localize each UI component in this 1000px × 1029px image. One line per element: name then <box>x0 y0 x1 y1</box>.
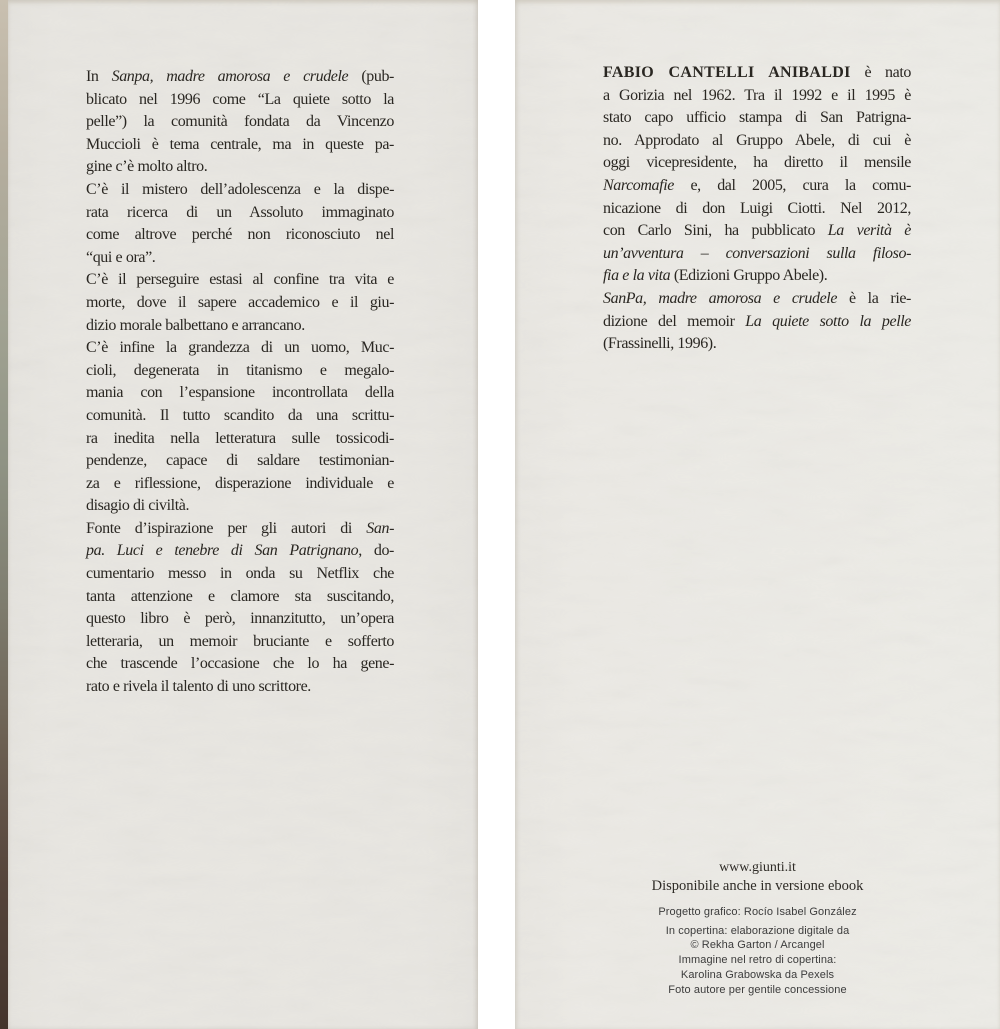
text-line <box>86 269 394 292</box>
text-segment: Narcomafie <box>603 176 674 194</box>
text-segment: C’è infine la grandezza di un uomo, Muc- <box>86 339 394 357</box>
credit-line: © Rekha Garton / Arcangel <box>690 939 825 952</box>
text-segment: che trascende l’occasione che lo ha gene- <box>86 655 394 673</box>
front-flap-description <box>86 66 394 699</box>
text-line <box>86 563 394 586</box>
credit-line: In copertina: elaborazione digitale da <box>665 924 850 937</box>
text-line <box>86 586 394 609</box>
text-line <box>86 676 394 699</box>
credit-line: Immagine nel retro di copertina: <box>678 954 837 967</box>
text-segment: rata ricerca di un Assoluto immaginato <box>86 203 394 221</box>
text-line <box>603 243 911 266</box>
text-segment: un’avventura – conversazioni sulla filoso- <box>603 244 911 262</box>
text-line <box>86 315 394 338</box>
text-segment: La quiete sotto la pelle <box>745 312 911 330</box>
text-segment: pelle”) la comunità fondata da Vincenzo <box>86 113 394 131</box>
text-segment: (Edizioni Gruppo Abele). <box>670 267 828 285</box>
text-line <box>86 360 394 383</box>
text-segment: La verità è <box>827 222 911 240</box>
text-line <box>603 175 911 198</box>
text-line <box>603 152 911 175</box>
text-segment: no. Approdato al Gruppo Abele, di cui è <box>603 131 911 149</box>
text-segment: fia e la vita <box>603 267 671 285</box>
text-segment: Sanpa, madre amorosa e crudele <box>111 68 349 85</box>
text-segment: è nato <box>850 64 911 81</box>
text-line <box>603 198 911 221</box>
text-line <box>86 473 394 496</box>
text-segment: gine c’è molto altro. <box>86 158 208 176</box>
text-line <box>86 111 394 134</box>
text-segment: disagio di civiltà. <box>86 497 190 515</box>
text-line <box>86 134 394 157</box>
text-segment: stato capo ufficio stampa di San Patrigna- <box>603 109 911 127</box>
text-segment: cioli, degenerata in titanismo e megalo- <box>86 361 394 379</box>
text-line <box>603 311 911 334</box>
text-segment: blicato nel 1996 come “La quiete sotto la <box>86 90 394 108</box>
text-line <box>86 495 394 518</box>
text-segment: tanta attenzione e clamore sta suscitando, <box>86 587 394 605</box>
text-line <box>603 107 911 130</box>
text-line <box>603 265 911 288</box>
text-segment: C’è il perseguire estasi al confine tra vita e <box>86 271 394 289</box>
text-line <box>86 540 394 563</box>
text-line <box>86 450 394 473</box>
text-segment: za e riflessione, disperazione individuale e <box>86 474 394 492</box>
text-line <box>86 405 394 428</box>
text-line <box>603 130 911 153</box>
text-line <box>603 62 911 85</box>
text-line <box>86 337 394 360</box>
text-segment: Muccioli è tema centrale, ma in queste pa- <box>86 135 394 153</box>
front-flap <box>8 0 478 1029</box>
text-segment: nicazione di don Luigi Ciotti. Nel 2012, <box>603 199 911 217</box>
text-segment: è la rie- <box>837 289 911 307</box>
text-segment: Fonte d’ispirazione per gli autori di <box>86 519 367 537</box>
publisher-info <box>515 860 1000 997</box>
text-line <box>86 631 394 654</box>
book-cover-edge <box>0 0 8 1029</box>
text-line <box>86 89 394 112</box>
text-segment: a Gorizia nel 1962. Tra il 1992 e il 1995 è <box>603 86 911 104</box>
text-line <box>603 288 911 311</box>
text-segment: San- <box>366 519 394 537</box>
text-line <box>86 247 394 270</box>
text-segment: pendenze, capace di saldare testimonian- <box>86 452 394 470</box>
text-segment: , do- <box>358 542 394 560</box>
text-line <box>86 428 394 451</box>
text-segment: FABIO CANTELLI ANIBALDI <box>603 64 851 81</box>
publisher-website: www.giunti.it <box>719 860 796 875</box>
text-segment: rato e rivela il talento di uno scrittore. <box>86 678 311 696</box>
text-segment: come altrove perché non riconosciuto nel <box>86 226 394 244</box>
text-segment: con Carlo Sini, ha pubblicato <box>603 222 828 240</box>
text-line <box>86 179 394 202</box>
text-line <box>603 220 911 243</box>
text-line <box>86 224 394 247</box>
text-segment: oggi vicepresidente, ha diretto il mensile <box>603 154 911 172</box>
ebook-availability-note: Disponibile anche in versione ebook <box>651 878 864 894</box>
text-line <box>603 85 911 108</box>
back-flap <box>515 0 1000 1029</box>
text-segment: dizio morale balbettano e arrancano. <box>86 316 305 334</box>
text-line <box>86 653 394 676</box>
text-segment: comunità. Il tutto scandito da una scrittu- <box>86 406 394 424</box>
author-bio <box>603 62 911 356</box>
text-segment: In <box>86 68 112 85</box>
text-segment: dizione del memoir <box>603 312 746 330</box>
text-segment: “qui e ora”. <box>86 248 156 266</box>
credit-line: Karolina Grabowska da Pexels <box>680 968 835 981</box>
text-line <box>86 518 394 541</box>
text-line <box>86 66 394 89</box>
text-line <box>86 202 394 225</box>
text-segment: C’è il mistero dell’adolescenza e la dispe- <box>86 180 394 198</box>
text-segment: (Frassinelli, 1996). <box>603 335 717 353</box>
text-segment: ra inedita nella letteratura sulle tossicodi- <box>86 429 394 447</box>
credit-line: Foto autore per gentile concessione <box>668 983 847 996</box>
text-line <box>86 382 394 405</box>
text-line <box>86 156 394 179</box>
text-segment: morte, dove il sapere accademico e il giu- <box>86 293 394 311</box>
credit-line: Progetto grafico: Rocío Isabel González <box>658 906 857 918</box>
text-segment: cumentario messo in onda su Netflix che <box>86 565 394 583</box>
text-segment: e, dal 2005, cura la comu- <box>673 176 911 194</box>
text-segment: (pub- <box>348 68 394 85</box>
text-segment: questo libro è però, innanzitutto, un’opera <box>86 610 394 628</box>
text-segment: pa. Luci e tenebre di San Patrignano <box>86 542 359 560</box>
text-segment: SanPa, madre amorosa e crudele <box>603 289 838 307</box>
text-line <box>603 333 911 356</box>
text-line <box>86 292 394 315</box>
text-segment: mania con l’espansione incontrollata della <box>86 384 394 402</box>
text-line <box>86 608 394 631</box>
text-segment: letteraria, un memoir bruciante e sofferto <box>86 632 394 650</box>
